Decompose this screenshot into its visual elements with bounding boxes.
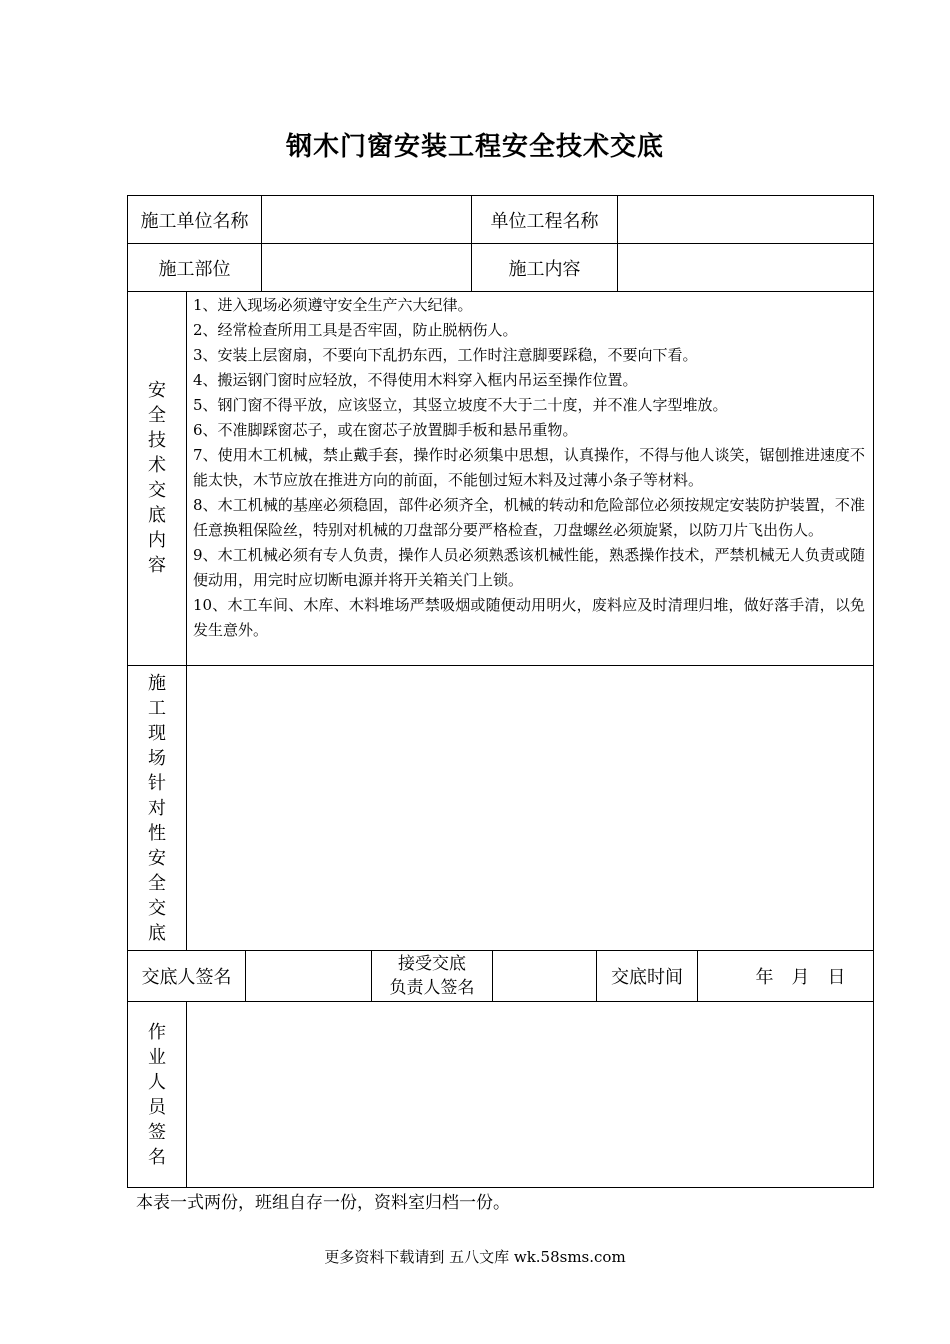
time-label: 交底时间 [611, 967, 683, 988]
col-divider [186, 291, 187, 665]
table-note: 本表一式两份，班组自存一份，资料室归档一份。 [136, 1193, 510, 1213]
receiver-signature-field[interactable] [493, 951, 596, 1001]
safety-item: 3、安装上层窗扇，不要向下乱扔东西，工作时注意脚要踩稳，不要向下看。 [193, 346, 698, 364]
date-field[interactable]: 年 月 日 [755, 967, 846, 988]
unit-name-label: 施工单位名称 [140, 210, 249, 232]
site-label: 施工现场针对性安全交底 [148, 673, 166, 944]
content-field[interactable] [618, 244, 873, 291]
safety-item: 7、使用木工机械，禁止戴手套，操作时必须集中思想，认真操作，不得与他人谈笑，锯刨推进速度不能太快，木节应放在推进方向的前面，不能刨过短木料及过薄小条子等材料。 [193, 446, 865, 489]
receiver-label-line1: 接受交底 [398, 954, 466, 974]
safety-item: 5、钢门窗不得平放，应该竖立，其竖立坡度不大于二十度，并不准人字型堆放。 [193, 396, 728, 414]
safety-item: 9、木工机械必须有专人负责，操作人员必须熟悉该机械性能，熟悉操作技术，严禁机械无人负责或随便动用，用完时应切断电源并将开关箱关门上锁。 [193, 546, 865, 589]
page-title: 钢木门窗安装工程安全技术交底 [285, 132, 664, 162]
discloser-label: 交底人签名 [141, 967, 232, 988]
safety-item: 2、经常检查所用工具是否牢固，防止脱柄伤人。 [193, 321, 518, 339]
row-divider [127, 291, 874, 292]
safety-items [193, 293, 865, 643]
content-label: 施工内容 [508, 258, 581, 280]
part-label: 施工部位 [158, 258, 231, 280]
part-field[interactable] [262, 244, 471, 291]
safety-item: 10、木工车间、木库、木料堆场严禁吸烟或随便动用明火，废料应及时清理归堆，做好落手清，以免发生意外。 [193, 596, 865, 639]
receiver-label-line2: 负责人签名 [389, 978, 475, 998]
site-content-field[interactable] [187, 666, 873, 950]
safety-item: 8、木工机械的基座必须稳固，部件必须齐全，机械的转动和危险部位必须按规定安装防护装置，不准任意换粗保险丝，特别对机械的刀盘部分要严格检查，刀盘螺丝必须旋紧，以防刀片飞出伤人。 [193, 496, 865, 539]
footer-text: 更多资料下载请到 五八文库 wk.58sms.com [324, 1248, 626, 1266]
discloser-signature-field[interactable] [246, 951, 371, 1001]
safety-item: 6、不准脚踩窗芯子，或在窗芯子放置脚手板和悬吊重物。 [193, 421, 578, 439]
receiver-label [372, 951, 492, 1001]
project-name-field[interactable] [618, 196, 873, 243]
safety-item: 4、搬运钢门窗时应轻放，不得使用木料穿入框内吊运至操作位置。 [193, 371, 638, 389]
workers-label: 作业人员签名 [148, 1022, 166, 1168]
workers-signature-field[interactable] [187, 1002, 873, 1187]
project-name-label: 单位工程名称 [490, 210, 599, 232]
safety-label: 安全技术交底内容 [148, 380, 166, 576]
safety-item: 1、进入现场必须遵守安全生产六大纪律。 [193, 296, 473, 314]
unit-name-field[interactable] [262, 196, 471, 243]
